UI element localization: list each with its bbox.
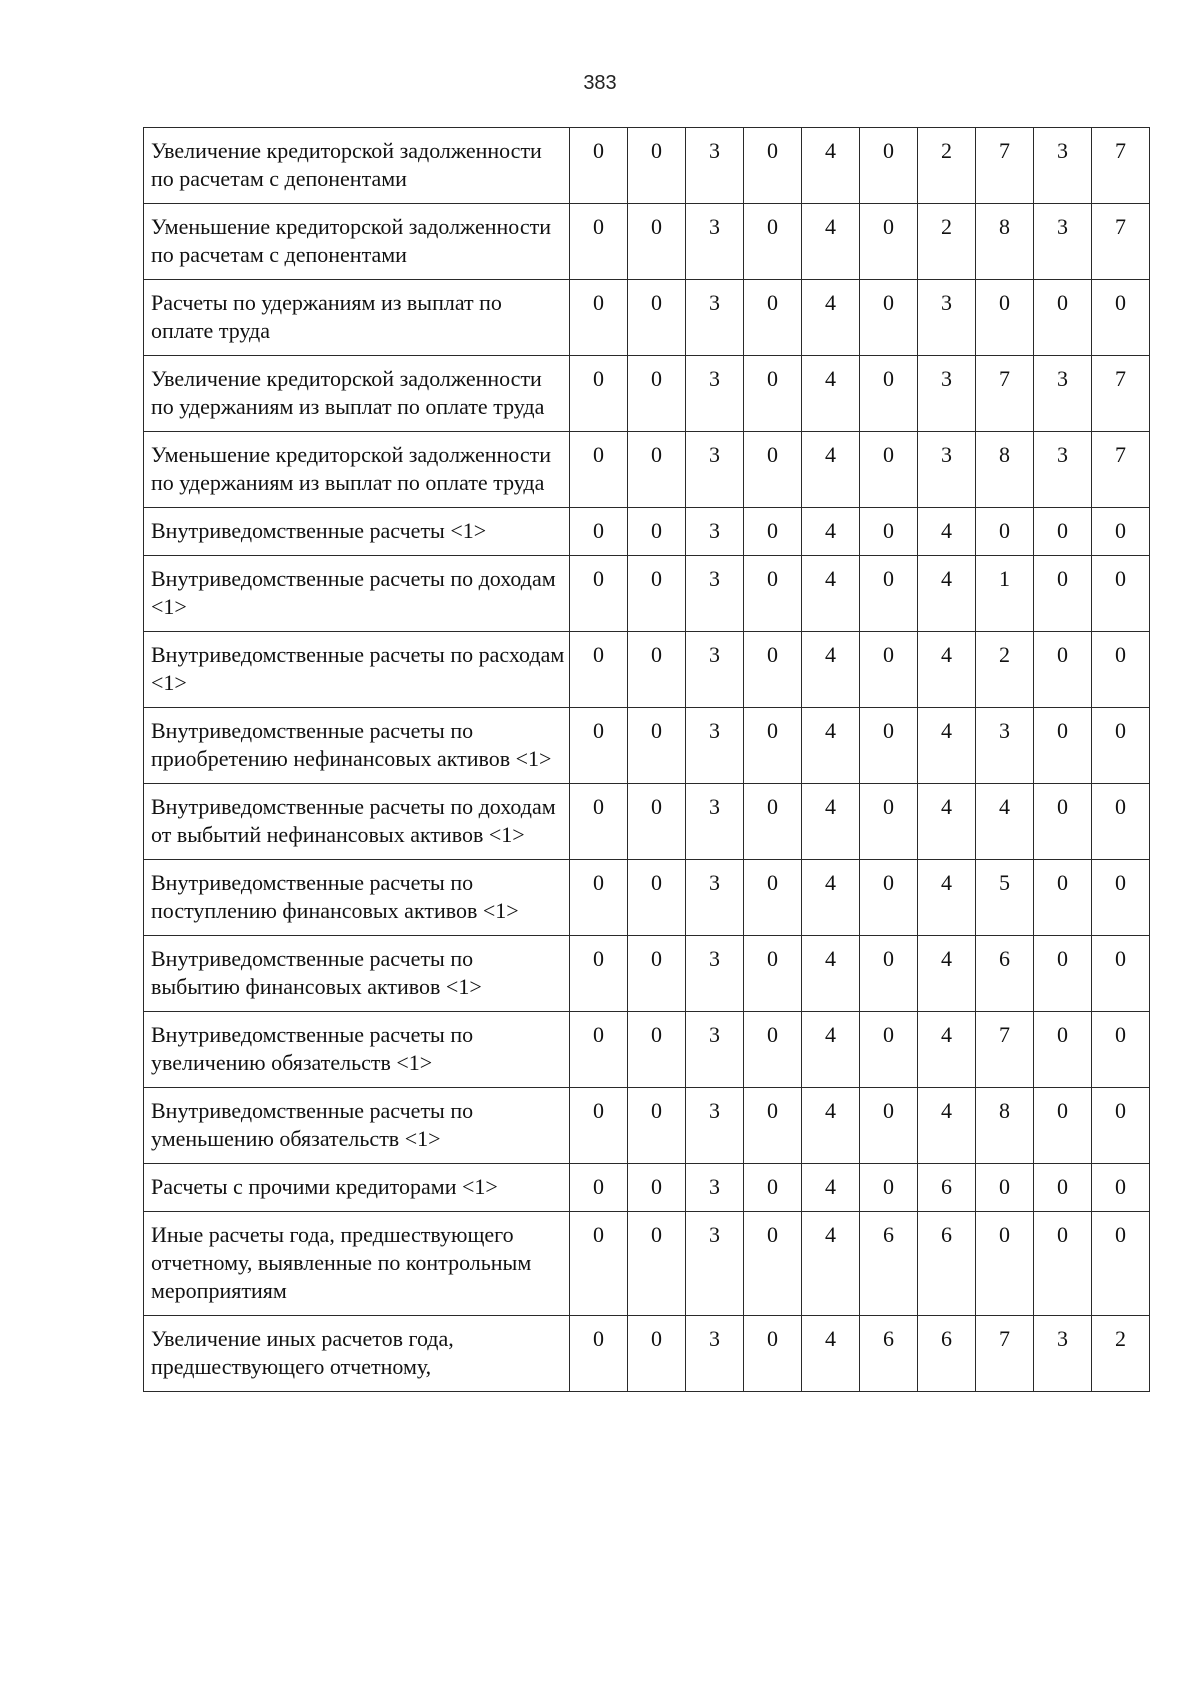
code-digit: 2 bbox=[1092, 1316, 1150, 1392]
code-digit: 0 bbox=[1034, 784, 1092, 860]
code-digit: 0 bbox=[570, 1316, 628, 1392]
code-digit: 3 bbox=[686, 708, 744, 784]
row-label: Внутриведомственные расчеты по приобретению нефинансовых активов <1> bbox=[144, 708, 570, 784]
row-label: Расчеты по удержаниям из выплат по оплате труда bbox=[144, 280, 570, 356]
code-digit: 0 bbox=[744, 280, 802, 356]
code-digit: 0 bbox=[628, 1164, 686, 1212]
code-digit: 0 bbox=[628, 1316, 686, 1392]
code-digit: 6 bbox=[860, 1212, 918, 1316]
code-digit: 0 bbox=[860, 1012, 918, 1088]
code-digit: 0 bbox=[860, 204, 918, 280]
code-digit: 3 bbox=[918, 280, 976, 356]
code-digit: 4 bbox=[918, 508, 976, 556]
code-digit: 3 bbox=[1034, 432, 1092, 508]
code-digit: 0 bbox=[744, 556, 802, 632]
code-digit: 3 bbox=[686, 632, 744, 708]
code-digit: 3 bbox=[686, 1088, 744, 1164]
code-digit: 3 bbox=[1034, 128, 1092, 204]
code-digit: 0 bbox=[1092, 708, 1150, 784]
code-digit: 1 bbox=[976, 556, 1034, 632]
code-digit: 4 bbox=[918, 708, 976, 784]
code-digit: 4 bbox=[802, 784, 860, 860]
code-digit: 0 bbox=[744, 632, 802, 708]
code-digit: 0 bbox=[1092, 1012, 1150, 1088]
code-digit: 3 bbox=[918, 432, 976, 508]
code-digit: 0 bbox=[1034, 936, 1092, 1012]
code-digit: 0 bbox=[860, 128, 918, 204]
table-row bbox=[144, 204, 1150, 280]
code-digit: 0 bbox=[1092, 508, 1150, 556]
code-digit: 0 bbox=[1034, 1164, 1092, 1212]
row-label: Иные расчеты года, предшествующего отчетному, выявленные по контрольным мероприятиям bbox=[144, 1212, 570, 1316]
code-digit: 3 bbox=[686, 356, 744, 432]
code-digit: 0 bbox=[1092, 1164, 1150, 1212]
code-digit: 0 bbox=[1092, 632, 1150, 708]
code-digit: 4 bbox=[802, 356, 860, 432]
code-digit: 8 bbox=[976, 1088, 1034, 1164]
code-digit: 0 bbox=[570, 204, 628, 280]
code-digit: 0 bbox=[976, 1164, 1034, 1212]
code-digit: 0 bbox=[1092, 784, 1150, 860]
code-digit: 0 bbox=[628, 784, 686, 860]
row-label: Внутриведомственные расчеты по доходам от выбытий нефинансовых активов <1> bbox=[144, 784, 570, 860]
code-digit: 0 bbox=[1092, 860, 1150, 936]
table-row bbox=[144, 1212, 1150, 1316]
code-digit: 0 bbox=[744, 1164, 802, 1212]
row-label: Внутриведомственные расчеты по поступлению финансовых активов <1> bbox=[144, 860, 570, 936]
code-digit: 0 bbox=[860, 508, 918, 556]
code-digit: 0 bbox=[860, 356, 918, 432]
code-digit: 4 bbox=[802, 556, 860, 632]
code-digit: 0 bbox=[744, 356, 802, 432]
table-row bbox=[144, 784, 1150, 860]
code-digit: 0 bbox=[744, 1012, 802, 1088]
code-digit: 4 bbox=[802, 508, 860, 556]
code-digit: 0 bbox=[570, 280, 628, 356]
code-digit: 0 bbox=[1034, 1088, 1092, 1164]
code-digit: 3 bbox=[918, 356, 976, 432]
code-digit: 4 bbox=[802, 1088, 860, 1164]
code-digit: 0 bbox=[744, 204, 802, 280]
code-digit: 0 bbox=[744, 1088, 802, 1164]
row-label: Увеличение иных расчетов года, предшествующего отчетному, bbox=[144, 1316, 570, 1392]
code-digit: 0 bbox=[860, 860, 918, 936]
code-digit: 4 bbox=[802, 708, 860, 784]
code-digit: 4 bbox=[918, 632, 976, 708]
code-digit: 0 bbox=[1034, 508, 1092, 556]
table-row bbox=[144, 708, 1150, 784]
code-digit: 4 bbox=[802, 632, 860, 708]
code-digit: 4 bbox=[918, 1088, 976, 1164]
code-digit: 0 bbox=[976, 280, 1034, 356]
code-digit: 3 bbox=[686, 432, 744, 508]
code-digit: 2 bbox=[918, 204, 976, 280]
code-digit: 6 bbox=[976, 936, 1034, 1012]
code-digit: 3 bbox=[686, 1212, 744, 1316]
code-digit: 6 bbox=[918, 1316, 976, 1392]
code-digit: 8 bbox=[976, 204, 1034, 280]
code-digit: 0 bbox=[860, 708, 918, 784]
code-digit: 0 bbox=[628, 632, 686, 708]
code-digit: 2 bbox=[918, 128, 976, 204]
code-digit: 4 bbox=[802, 432, 860, 508]
code-digit: 3 bbox=[686, 204, 744, 280]
code-digit: 0 bbox=[628, 432, 686, 508]
code-digit: 0 bbox=[860, 1164, 918, 1212]
code-digit: 0 bbox=[570, 1212, 628, 1316]
code-digit: 0 bbox=[628, 1088, 686, 1164]
code-digit: 0 bbox=[744, 1212, 802, 1316]
table-row bbox=[144, 356, 1150, 432]
table-row bbox=[144, 556, 1150, 632]
code-digit: 0 bbox=[860, 556, 918, 632]
row-label: Увеличение кредиторской задолженности по расчетам с депонентами bbox=[144, 128, 570, 204]
table-row bbox=[144, 860, 1150, 936]
code-digit: 0 bbox=[1092, 1212, 1150, 1316]
code-digit: 0 bbox=[628, 1012, 686, 1088]
code-digit: 6 bbox=[918, 1212, 976, 1316]
code-digit: 0 bbox=[570, 128, 628, 204]
code-digit: 7 bbox=[1092, 128, 1150, 204]
code-digit: 2 bbox=[976, 632, 1034, 708]
code-digit: 7 bbox=[976, 1316, 1034, 1392]
code-digit: 0 bbox=[628, 356, 686, 432]
table-row bbox=[144, 508, 1150, 556]
code-digit: 0 bbox=[1034, 708, 1092, 784]
code-digit: 4 bbox=[802, 1316, 860, 1392]
code-digit: 5 bbox=[976, 860, 1034, 936]
code-digit: 0 bbox=[860, 632, 918, 708]
code-digit: 0 bbox=[570, 1164, 628, 1212]
code-digit: 0 bbox=[1092, 1088, 1150, 1164]
table-row bbox=[144, 280, 1150, 356]
code-digit: 0 bbox=[570, 708, 628, 784]
code-digit: 0 bbox=[860, 936, 918, 1012]
account-codes-table bbox=[143, 127, 1150, 1392]
code-digit: 0 bbox=[570, 632, 628, 708]
code-digit: 0 bbox=[628, 860, 686, 936]
code-digit: 8 bbox=[976, 432, 1034, 508]
code-digit: 3 bbox=[686, 1012, 744, 1088]
code-digit: 4 bbox=[802, 1012, 860, 1088]
row-label: Уменьшение кредиторской задолженности по удержаниям из выплат по оплате труда bbox=[144, 432, 570, 508]
code-digit: 4 bbox=[802, 860, 860, 936]
row-label: Увеличение кредиторской задолженности по удержаниям из выплат по оплате труда bbox=[144, 356, 570, 432]
code-digit: 0 bbox=[1034, 1212, 1092, 1316]
page-number: 383 bbox=[583, 72, 617, 94]
code-digit: 0 bbox=[1092, 556, 1150, 632]
row-label: Расчеты с прочими кредиторами <1> bbox=[144, 1164, 570, 1212]
code-digit: 0 bbox=[628, 708, 686, 784]
code-digit: 6 bbox=[860, 1316, 918, 1392]
code-digit: 0 bbox=[976, 508, 1034, 556]
code-digit: 3 bbox=[686, 280, 744, 356]
table-row bbox=[144, 1316, 1150, 1392]
code-digit: 4 bbox=[918, 556, 976, 632]
code-digit: 3 bbox=[1034, 356, 1092, 432]
code-digit: 4 bbox=[976, 784, 1034, 860]
code-digit: 4 bbox=[918, 936, 976, 1012]
code-digit: 3 bbox=[686, 128, 744, 204]
code-digit: 4 bbox=[918, 1012, 976, 1088]
code-digit: 3 bbox=[686, 508, 744, 556]
code-digit: 0 bbox=[628, 936, 686, 1012]
code-digit: 0 bbox=[570, 936, 628, 1012]
code-digit: 3 bbox=[1034, 204, 1092, 280]
code-digit: 7 bbox=[1092, 432, 1150, 508]
code-digit: 0 bbox=[570, 860, 628, 936]
code-digit: 0 bbox=[628, 556, 686, 632]
code-digit: 3 bbox=[686, 784, 744, 860]
code-digit: 0 bbox=[1092, 936, 1150, 1012]
code-digit: 0 bbox=[744, 432, 802, 508]
code-digit: 6 bbox=[918, 1164, 976, 1212]
code-digit: 3 bbox=[686, 860, 744, 936]
row-label: Внутриведомственные расчеты по уменьшению обязательств <1> bbox=[144, 1088, 570, 1164]
table-row bbox=[144, 1088, 1150, 1164]
code-digit: 3 bbox=[976, 708, 1034, 784]
table-body bbox=[144, 128, 1150, 1392]
code-digit: 4 bbox=[802, 204, 860, 280]
code-digit: 4 bbox=[802, 1212, 860, 1316]
code-digit: 3 bbox=[686, 1316, 744, 1392]
code-digit: 0 bbox=[744, 508, 802, 556]
row-label: Внутриведомственные расчеты по увеличению обязательств <1> bbox=[144, 1012, 570, 1088]
code-digit: 0 bbox=[570, 356, 628, 432]
code-digit: 0 bbox=[744, 936, 802, 1012]
code-digit: 0 bbox=[744, 128, 802, 204]
code-digit: 7 bbox=[1092, 204, 1150, 280]
code-digit: 0 bbox=[1034, 1012, 1092, 1088]
code-digit: 0 bbox=[628, 508, 686, 556]
code-digit: 0 bbox=[570, 784, 628, 860]
code-digit: 4 bbox=[802, 280, 860, 356]
row-label: Внутриведомственные расчеты по доходам <1> bbox=[144, 556, 570, 632]
code-digit: 0 bbox=[744, 860, 802, 936]
row-label: Уменьшение кредиторской задолженности по расчетам с депонентами bbox=[144, 204, 570, 280]
code-digit: 4 bbox=[918, 784, 976, 860]
code-digit: 0 bbox=[628, 1212, 686, 1316]
table-row bbox=[144, 936, 1150, 1012]
code-digit: 4 bbox=[802, 936, 860, 1012]
code-digit: 7 bbox=[1092, 356, 1150, 432]
code-digit: 0 bbox=[570, 1088, 628, 1164]
code-digit: 0 bbox=[860, 784, 918, 860]
code-digit: 0 bbox=[976, 1212, 1034, 1316]
code-digit: 0 bbox=[628, 280, 686, 356]
code-digit: 0 bbox=[1034, 632, 1092, 708]
code-digit: 0 bbox=[628, 204, 686, 280]
code-digit: 0 bbox=[570, 508, 628, 556]
code-digit: 0 bbox=[570, 1012, 628, 1088]
code-digit: 4 bbox=[802, 1164, 860, 1212]
code-digit: 4 bbox=[802, 128, 860, 204]
code-digit: 0 bbox=[744, 708, 802, 784]
code-digit: 0 bbox=[744, 784, 802, 860]
code-digit: 0 bbox=[860, 432, 918, 508]
table-row bbox=[144, 432, 1150, 508]
code-digit: 0 bbox=[1034, 860, 1092, 936]
code-digit: 0 bbox=[744, 1316, 802, 1392]
code-digit: 7 bbox=[976, 356, 1034, 432]
table-row bbox=[144, 128, 1150, 204]
row-label: Внутриведомственные расчеты по выбытию финансовых активов <1> bbox=[144, 936, 570, 1012]
code-digit: 0 bbox=[1092, 280, 1150, 356]
row-label: Внутриведомственные расчеты <1> bbox=[144, 508, 570, 556]
code-digit: 0 bbox=[1034, 556, 1092, 632]
code-digit: 0 bbox=[570, 556, 628, 632]
code-digit: 0 bbox=[628, 128, 686, 204]
code-digit: 0 bbox=[860, 1088, 918, 1164]
table-row bbox=[144, 1012, 1150, 1088]
code-digit: 3 bbox=[686, 936, 744, 1012]
code-digit: 3 bbox=[686, 556, 744, 632]
table-row bbox=[144, 632, 1150, 708]
code-digit: 0 bbox=[860, 280, 918, 356]
code-digit: 4 bbox=[918, 860, 976, 936]
code-digit: 7 bbox=[976, 1012, 1034, 1088]
table-row bbox=[144, 1164, 1150, 1212]
code-digit: 0 bbox=[570, 432, 628, 508]
code-digit: 3 bbox=[1034, 1316, 1092, 1392]
row-label: Внутриведомственные расчеты по расходам <1> bbox=[144, 632, 570, 708]
code-digit: 7 bbox=[976, 128, 1034, 204]
code-digit: 0 bbox=[1034, 280, 1092, 356]
code-digit: 3 bbox=[686, 1164, 744, 1212]
